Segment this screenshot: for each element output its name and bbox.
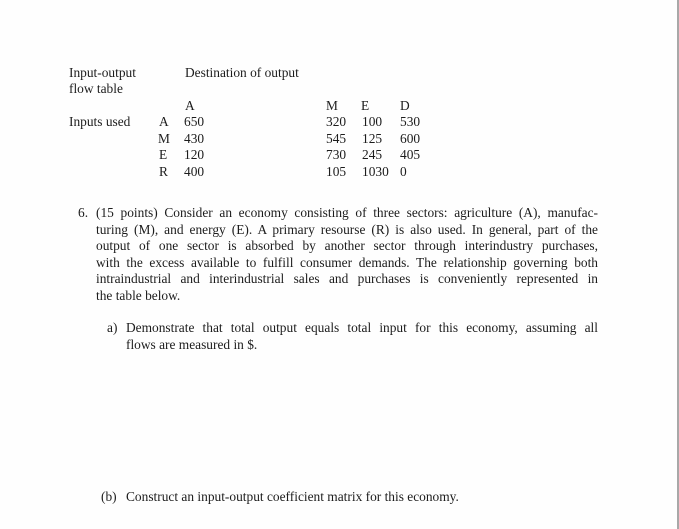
problem-number: 6. bbox=[78, 205, 89, 220]
column-header-d: D bbox=[400, 98, 410, 113]
table-cell: 120 bbox=[184, 147, 205, 162]
part-b-label: (b) bbox=[101, 489, 117, 504]
problem-text-line: (15 points) Consider an economy consisting of three sectors: agriculture (A), manufac- bbox=[96, 205, 598, 220]
row-label: A bbox=[159, 114, 169, 129]
part-a-label: a) bbox=[107, 320, 118, 335]
column-header-a: A bbox=[185, 98, 195, 113]
row-label: E bbox=[159, 147, 168, 162]
table-cell: 100 bbox=[362, 114, 383, 129]
table-title-line2: flow table bbox=[69, 81, 123, 96]
table-cell: 430 bbox=[184, 131, 205, 146]
table-cell: 105 bbox=[326, 164, 347, 179]
table-cell: 400 bbox=[184, 164, 205, 179]
table-cell: 320 bbox=[326, 114, 347, 129]
table-cell: 530 bbox=[400, 114, 421, 129]
column-header-m: M bbox=[326, 98, 338, 113]
problem-text-line: output of one sector is absorbed by another sector through interindustry purchases, bbox=[96, 238, 598, 253]
part-b-text: Construct an input-output coefficient matrix for this economy. bbox=[126, 489, 459, 504]
problem-text-line: intraindustrial and interindustrial sales and purchases is conveniently represented in bbox=[96, 271, 598, 286]
table-cell: 545 bbox=[326, 131, 347, 146]
problem-text-line: the table below. bbox=[96, 288, 181, 303]
table-cell: 600 bbox=[400, 131, 421, 146]
table-title-line1: Input-output bbox=[69, 65, 136, 80]
table-cell: 650 bbox=[184, 114, 205, 129]
table-cell: 125 bbox=[362, 131, 383, 146]
inputs-used-label: Inputs used bbox=[69, 114, 131, 129]
problem-text-line: with the excess available to fulfill consumer demands. The relationship governing both bbox=[96, 255, 598, 270]
destination-label: Destination of output bbox=[185, 65, 299, 80]
table-cell: 245 bbox=[362, 147, 383, 162]
table-cell: 730 bbox=[326, 147, 347, 162]
row-label: R bbox=[159, 164, 168, 179]
row-label: M bbox=[158, 131, 170, 146]
column-header-e: E bbox=[361, 98, 370, 113]
table-cell: 0 bbox=[400, 164, 407, 179]
table-cell: 1030 bbox=[362, 164, 389, 179]
part-a-text-line: flows are measured in $. bbox=[126, 337, 258, 352]
table-cell: 405 bbox=[400, 147, 421, 162]
problem-text-line: turing (M), and energy (E). A primary resourse (R) is also used. In general, part of the bbox=[96, 222, 598, 237]
part-a-text-line: Demonstrate that total output equals total input for this economy, assuming all bbox=[126, 320, 598, 335]
